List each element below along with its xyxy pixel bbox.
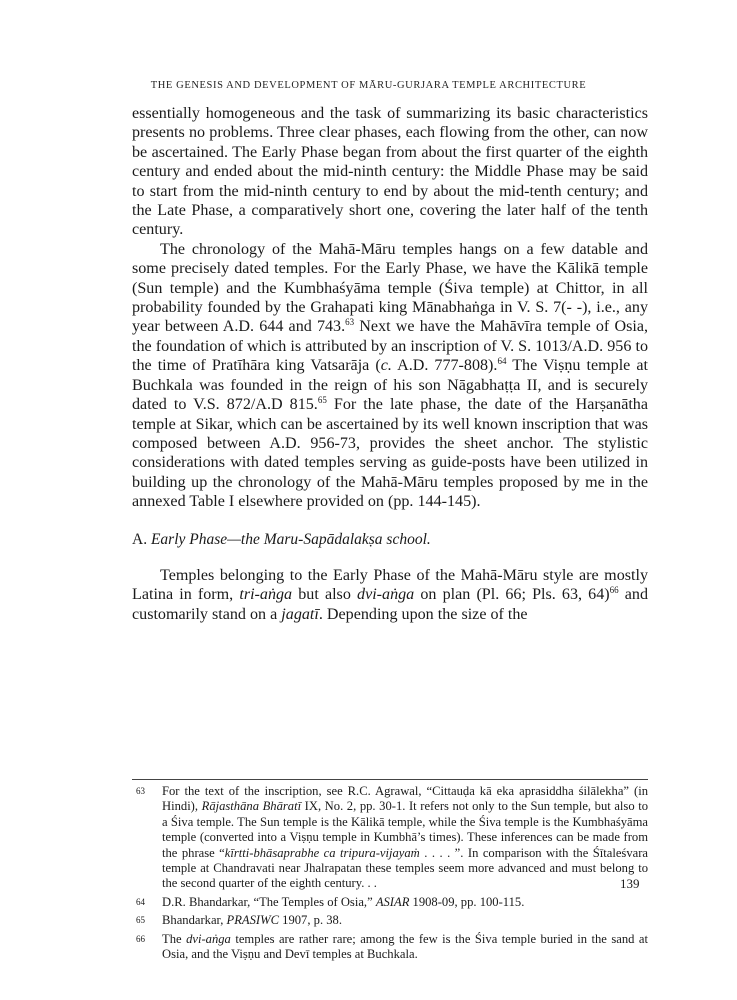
page-number: 139 [620,876,640,891]
paragraph-1: essentially homogeneous and the task of summarizing its basic characteristics presents no problems. Three clear phases, each flowing from the other, can now be ascertained. The Early Phase began from about the first quarter of the eighth century and ended about the mid-ninth century: the Middle Phase may be said to start from the mid-ninth century to end by about the mid-tenth century; and the Late Phase, a comparatively short one, covering the later half of the tenth century. [132,105,648,239]
footnote-64: 64 D.R. Bhandarkar, “The Temples of Osia,” ASIAR 1908-09, pp. 100-115. [136,894,525,909]
footnote-number: 64 [136,896,145,907]
footnote-ref-66[interactable]: 66 [609,585,619,596]
footnote-63: 63 For the text of the inscription, see R.C. Agrawal, “Cittauḍa kā eka aprasiddha śilālekha” (in Hindi), Rājasthāna Bhāratī IX, No. 2, pp. 30-1. It refers not only to the Sun temple, but also to a Śiva temple. The Sun temple is the Kālikā temple, while the Śiva temple is the Kumbhaśyāma temple (converted into a Viṣṇu temple in Kumbhā’s times). These inferences can be made from the phrase “kīrtti-bhāsaprabhe ca tripura-vijayaṁ . . . . ”. In comparison with the Śītaleśvara temple at Chandravati near Jhalrapatan these temples seem more advanced and must belong to the second quarter of the eighth century. . . [136,784,649,891]
footnote-66: 66 The dvi-aṅga temples are rather rare; among the few is the Śiva temple buried in the sand at Osia, and the Viṣṇu and Devī temples at Buchkala. [136,931,648,962]
paragraph-3: Temples belonging to the Early Phase of the Mahā-Māru style are mostly Latina in form, tri-aṅga but also dvi-aṅga on plan (Pl. 66; Pls. 63, 64)$^{66}$ and customarily stand on a jagatī. Depending upon the size of the [132,566,648,623]
paragraph-2: The chronology of the Mahā-Māru temples hangs on a few datable and some precisely dated temples. For the Early Phase, we have the Kālikā temple (Sun temple) and the Kumbhaśyāma temple (Śiva temple) at Chittor, in all probability founded by the Grahapati king Mānabhaṅga in V. S. 7(- -), i.e., any year between A.D. 644 and 743.63 Next we have the Mahāvīra temple of Osia, the foundation of which is attributed by an inscription of V. S. 1013/A.D. 956 to the time of Pratīhāra king Vatsarāja (c. A.D. 777-808).$^{64}$ The Viṣṇu temple at Buchkala was founded in the reign of his son Nāgabhaṭṭa II, and is securely dated to V.S. 872/A.D 815.65 For the late phase, the date of the Harṣanātha temple at Sikar, which can be ascertained by its well known inscription that was composed between A.D. 956-73, provides the sheet anchor. The stylistic considerations with dated temples serving as guide-posts have been utilized in building up the chronology of the Mahā-Māru temples proposed by me in the annexed Table I elsewhere provided on (pp. 144-145). [132,240,648,511]
footnote-65: 65 Bhandarkar, PRASIWC 1907, p. 38. [136,913,342,928]
footnote-number: 63 [136,786,145,796]
footnote-ref-65[interactable]: 65 [317,395,327,406]
section-heading: A. Early Phase—the Maru-Sapādalakṣa school. [132,530,431,548]
footnote-ref-64[interactable]: 64 [497,356,507,367]
footnote-number: 66 [136,933,145,944]
footnote-number: 65 [136,915,145,926]
footnote-ref-63[interactable]: 63 [345,317,355,328]
running-head: THE GENESIS AND DEVELOPMENT OF MĀRU-GURJARA TEMPLE ARCHITECTURE [150,80,587,91]
body-text [132,104,648,624]
